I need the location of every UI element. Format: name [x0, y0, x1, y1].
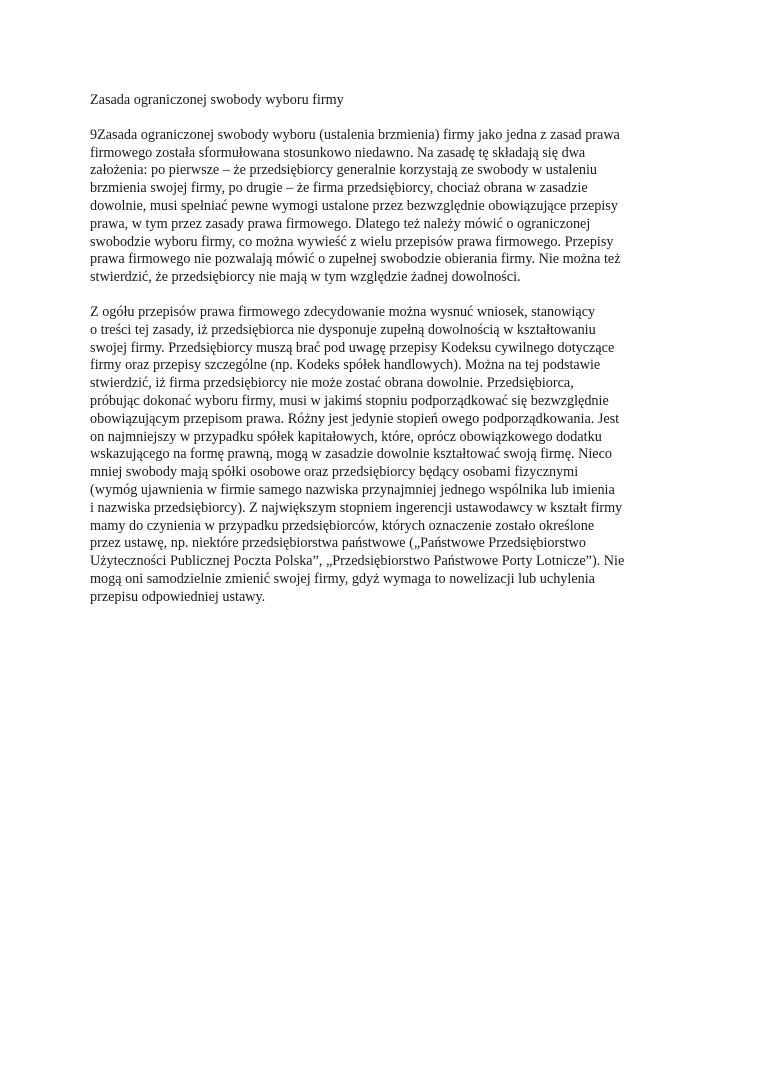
- document-body: [90, 92, 672, 624]
- paragraph-2: Z ogółu przepisów prawa firmowego zdecydowanie można wysnuć wniosek, stanowiący o treści tej zasady, iż przedsiębiorca nie dysponuje zupełną dowolnością w kształtowaniu swojej firmy. Przedsiębiorcy muszą brać pod uwagę przepisy Kodeksu cywilnego dotyczące firmy oraz przepisy szczególne (np. Kodeks spółek handlowych). Można na tej podstawie stwierdzić, iż firma przedsiębiorcy nie może zostać obrana dowolnie. Przedsiębiorca, próbując dokonać wyboru firmy, musi w jakimś stopniu podporządkować się bezwzględnie obowiązującym przepisom prawa. Różny jest jedynie stopień owego podporządkowania. Jest on najmniejszy w przypadku spółek kapitałowych, które, oprócz obowiązkowego dodatku wskazującego na formę prawną, mogą w zasadzie dowolnie kształtować swoją firmę. Nieco mniej swobody mają spółki osobowe oraz przedsiębiorcy będący osobami fizycznymi (wymóg ujawnienia w firmie samego nazwiska przynajmniej jednego wspólnika lub imienia i nazwiska przedsiębiorcy). Z największym stopniem ingerencji ustawodawcy w kształt firmy mamy do czynienia w przypadku przedsiębiorców, których oznaczenie zostało określone przez ustawę, np. niektóre przedsiębiorstwa państwowe („Państwowe Przedsiębiorstwo Użyteczności Publicznej Poczta Polska”, „Przedsiębiorstwo Państwowe Porty Lotnicze”). Nie mogą oni samodzielnie zmienić swojej firmy, gdyż wymaga to nowelizacji lub uchylenia przepisu odpowiedniej ustawy.: [90, 303, 625, 605]
- paragraph-1: 9Zasada ograniczonej swobody wyboru (ustalenia brzmienia) firmy jako jedna z zasad prawa firmowego została sformułowana stosunkowo niedawno. Na zasadę tę składają się dwa założenia: po pierwsze – że przedsiębiorcy generalnie korzystają ze swobody w ustaleniu brzmienia swojej firmy, po drugie – że firma przedsiębiorcy, chociaż obrana w zasadzie dowolnie, musi spełniać pewne wymogi ustalone przez bezwzględnie obowiązujące przepisy prawa, w tym przez zasady prawa firmowego. Dlatego też należy mówić o ograniczonej swobodzie wyboru firmy, co można wywieść z wielu przepisów prawa firmowego. Przepisy prawa firmowego nie pozwalają mówić o zupełnej swobodzie obierania firmy. Nie można też stwierdzić, że przedsiębiorcy nie mają w tym względzie żadnej dowolności.: [90, 126, 621, 286]
- document-title: Zasada ograniczonej swobody wyboru firmy: [90, 92, 344, 108]
